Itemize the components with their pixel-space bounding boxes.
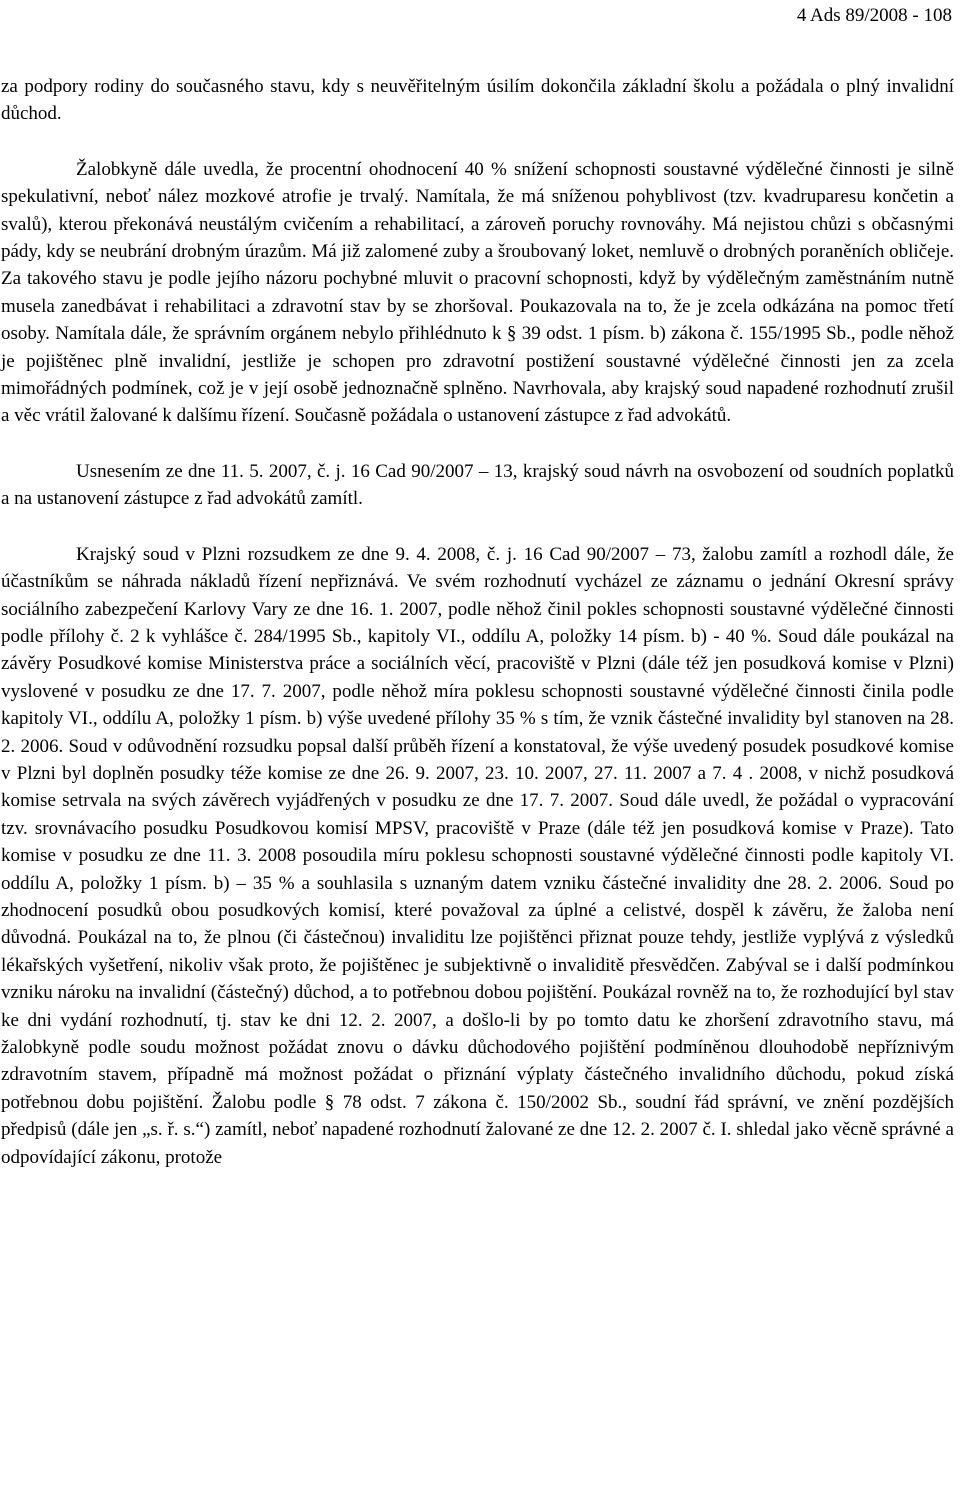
paragraph-court-resolution: Usnesením ze dne 11. 5. 2007, č. j. 16 Cad 90/2007 – 13, krajský soud návrh na osvobození od soudních poplatků a na ustanovení zástupce z řad advokátů zamítl.: [1, 460, 954, 510]
paragraph-spacer: [1, 430, 954, 458]
paragraph-plaintiff-objections: Žalobkyně dále uvedla, že procentní ohodnocení 40 % snížení schopnosti soustavné výdělečné činnosti je silně spekulativní, neboť nález mozkové atrofie je trvalý. Namítala, že má sníženou pohyblivost (tzv. kvadruparesu končetin a svalů), kterou překonává neustálým cvičením a rehabilitací, a zároveň poruchy rovnováhy. Má nejistou chůzi s občasnými pády, kdy se neubrání drobným úrazům. Má již zalomené zuby a šroubovaný loket, nemluvě o drobných poraněních obličeje. Za takového stavu je podle jejího názoru pochybné mluvit o pracovní schopnosti, když by výdělečným zaměstnáním nutně musela zanedbávat i rehabilitaci a zdravotní stav by se zhoršoval. Poukazovala na to, že je zcela odkázána na pomoc třetí osoby. Namítala dále, že správním orgánem nebylo přihlédnuto k § 39 odst. 1 písm. b) zákona č. 155/1995 Sb., podle něhož je pojištěnec plně invalidní, jestliže je schopen pro zdravotní postižení soustavné výdělečné činnosti jen za zcela mimořádných podmínek, což je v její osobě jednoznačně splněno. Navrhovala, aby krajský soud napadené rozhodnutí zrušil a věc vrátil žalované k dalšímu řízení. Současně požádala o ustanovení zástupce z řad advokátů.: [1, 158, 954, 427]
paragraph-spacer: [1, 128, 954, 156]
paragraph-continuation: za podpory rodiny do současného stavu, kdy s neuvěřitelným úsilím dokončila základní školu a požádala o plný invalidní důchod.: [1, 76, 954, 125]
paragraph-regional-court-judgment: Krajský soud v Plzni rozsudkem ze dne 9. 4. 2008, č. j. 16 Cad 90/2007 – 73, žalobu zamítl a rozhodl dále, že účastníkům se náhrada nákladů řízení nepřiznává. Ve svém rozhodnutí vycházel ze záznamu o jednání Okresní správy sociálního zabezpečení Karlovy Vary ze dne 16. 1. 2007, podle něhož činil pokles schopnosti soustavné výdělečné činnosti podle přílohy č. 2 k vyhlášce č. 284/1995 Sb., kapitoly VI., oddílu A, položky 14 písm. b) - 40 %. Soud dále poukázal na závěry Posudkové komise Ministerstva práce a sociálních věcí, pracoviště v Plzni (dále též jen posudková komise v Plzni) vyslovené v posudku ze dne 17. 7. 2007, podle něhož míra poklesu schopnosti soustavné výdělečné činnosti činila podle kapitoly VI., oddílu A, položky 1 písm. b) výše uvedené přílohy 35 % s tím, že vznik částečné invalidity byl stanoven na 28. 2. 2006. Soud v odůvodnění rozsudku popsal další průběh řízení a konstatoval, že výše uvedený posudek posudkové komise v Plzni byl doplněn posudky téže komise ze dne 26. 9. 2007, 23. 10. 2007, 27. 11. 2007 a 7. 4 . 2008, v nichž posudková komise setrvala na svých závěrech vyjádřených v posudku ze dne 17. 7. 2007. Soud dále uvedl, že požádal o vypracování tzv. srovnávacího posudku Posudkovou komisí MPSV, pracoviště v Praze (dále též jen posudková komise v Praze). Tato komise v posudku ze dne 11. 3. 2008 posoudila míru poklesu schopnosti soustavné výdělečné činnosti podle kapitoly VI. oddílu A, položky 1 písm. b) – 35 % a souhlasila s uznaným datem vzniku částečné invalidity dne 28. 2. 2006. Soud po zhodnocení posudků obou posudkových komisí, které považoval za úplné a celistvé, dospěl k závěru, že žaloba není důvodná. Poukázal na to, že plnou (či částečnou) invaliditu lze pojištěnci přiznat pouze tehdy, jestliže vyplývá z výsledků lékařských vyšetření, nikoliv však proto, že pojištěnec je subjektivně o invaliditě přesvědčen. Zabýval se i další podmínkou vzniku nároku na invalidní (částečný) důchod, a to potřebnou dobou pojištění. Poukázal rovněž na to, že rozhodující byl stav ke dni vydání rozhodnutí, tj. stav ke dni 12. 2. 2007, a došlo-li by po tomto datu ke zhoršení zdravotního stavu, má žalobkyně podle soudu možnost požádat znovu o dávku důchodového pojištění podmíněnou dlouhodobě nepříznivým zdravotním stavem, případně má možnost požádat o přiznání výplaty částečného invalidního důchodu, pokud získá potřebnou dobu pojištění. Žalobu podle § 78 odst. 7 zákona č. 150/2002 Sb., soudní řád správní, ve znění pozdějších předpisů (dále jen „s. ř. s.“) zamítl, neboť napadené rozhodnutí žalované ze dne 12. 2. 2007 č. I. shledal jako věcně správné a odpovídající zákonu, protože: [1, 543, 954, 1168]
document-body: [1, 73, 954, 1171]
paragraph-spacer: [1, 513, 954, 541]
page-header-case-number: 4 Ads 89/2008 - 108: [796, 5, 952, 26]
